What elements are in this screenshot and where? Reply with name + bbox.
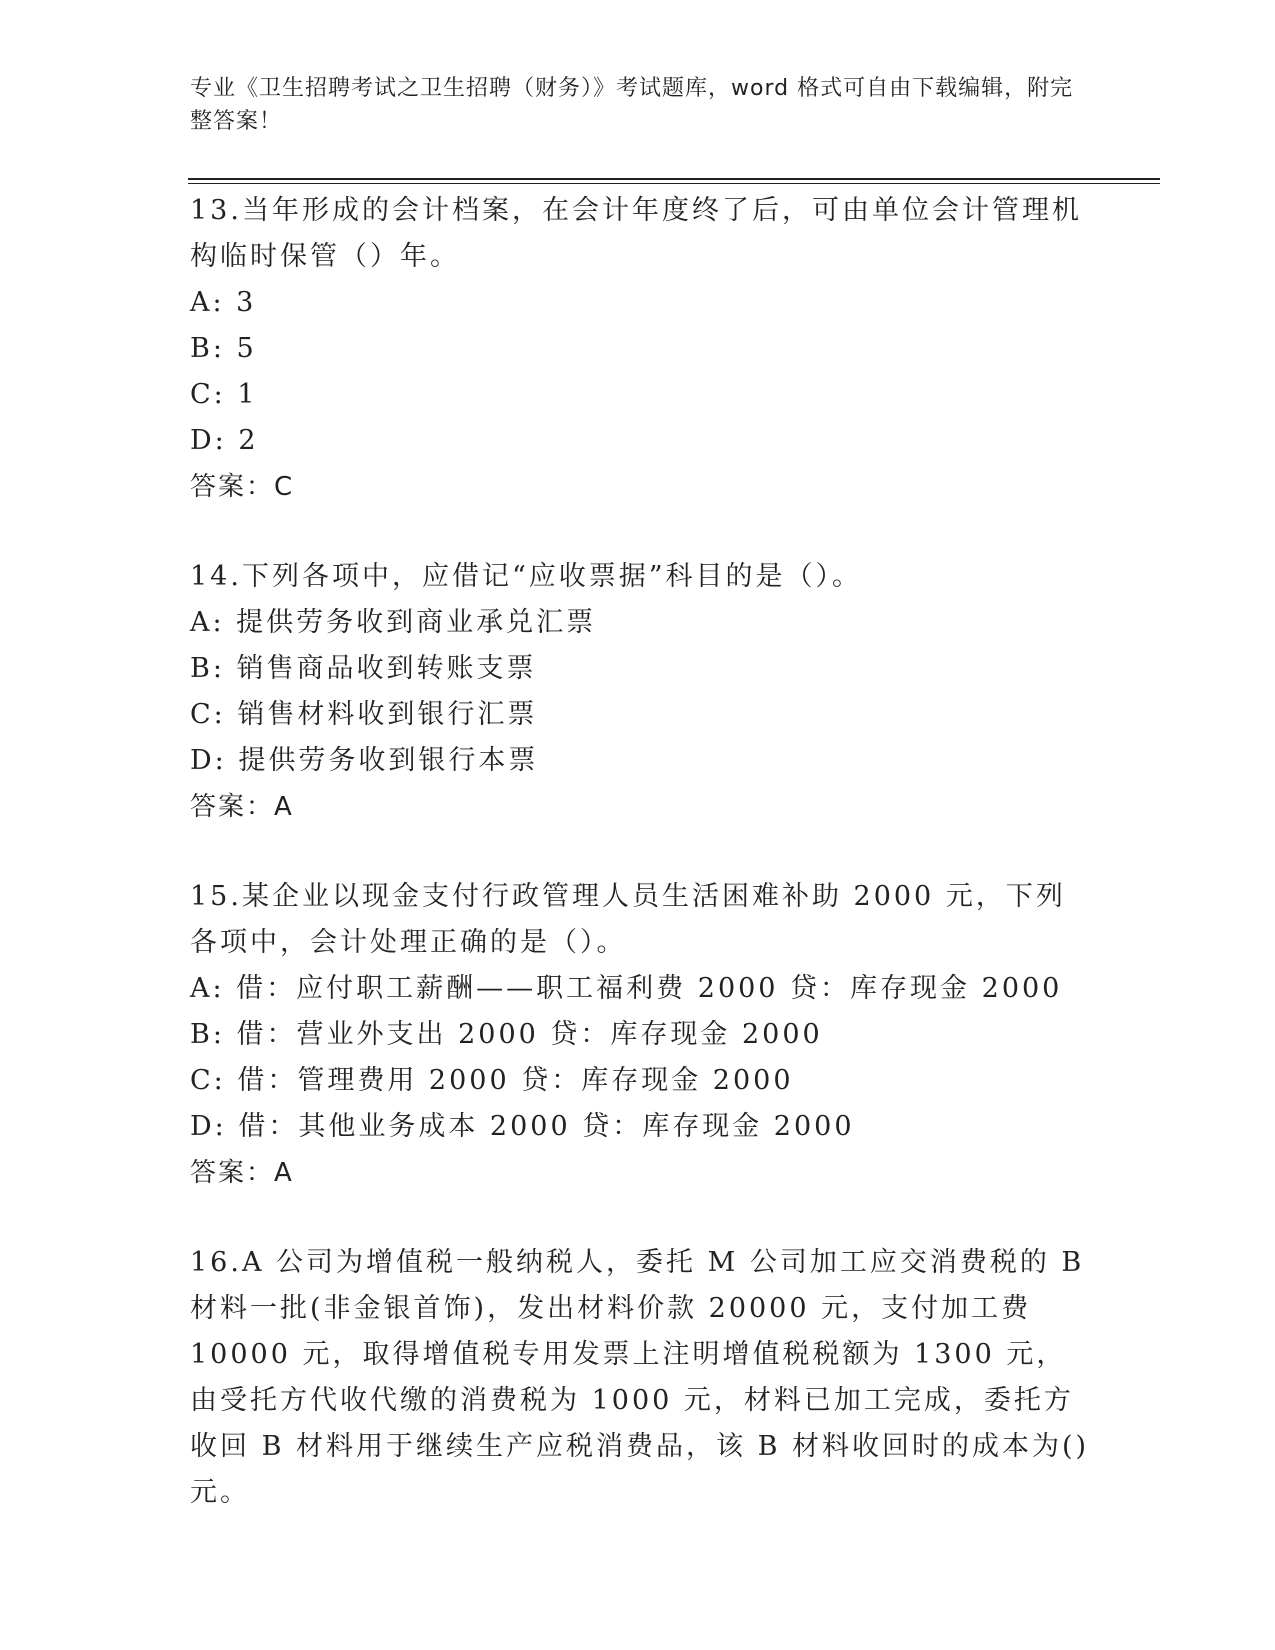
option-c: C: 销售材料收到银行汇票 <box>190 699 538 730</box>
option-c: C: 借：管理费用 2000 贷：库存现金 2000 <box>190 1065 794 1096</box>
option-a: A: 3 <box>190 287 257 318</box>
question-stem: 16.A 公司为增值税一般纳税人，委托 M 公司加工应交消费税的 B 材料一批(非金银首饰)，发出材料价款 20000 元，支付加工费 10000 元，取得增值税专用发票上注明增值税税额为 1300 元，由受托方代收代缴的消费税为 1000 元，材料已加工完成，委托方收回 B 材料用于继续生产应税消费品，该 B 材料收回时的成本为()元。 <box>190 1247 1090 1508</box>
answer: 答案：A <box>190 792 294 822</box>
question-stem: 13.当年形成的会计档案，在会计年度终了后，可由单位会计管理机构临时保管（）年。 <box>190 195 1082 272</box>
option-d: D: 借：其他业务成本 2000 贷：库存现金 2000 <box>190 1111 855 1142</box>
question-13 <box>190 188 1090 510</box>
header-divider-thin <box>188 183 1160 184</box>
question-15 <box>190 874 1090 1196</box>
option-a: A: 提供劳务收到商业承兑汇票 <box>190 607 597 638</box>
option-d: D: 提供劳务收到银行本票 <box>190 745 539 776</box>
option-b: B: 销售商品收到转账支票 <box>190 653 537 684</box>
option-b: B: 借：营业外支出 2000 贷：库存现金 2000 <box>190 1019 823 1050</box>
answer: 答案：C <box>190 472 295 502</box>
question-stem: 14.下列各项中，应借记“应收票据”科目的是（）。 <box>190 561 863 592</box>
question-14 <box>190 554 1090 830</box>
question-16 <box>190 1240 1090 1516</box>
option-d: D: 2 <box>190 425 259 456</box>
document-header: 专业《卫生招聘考试之卫生招聘（财务）》考试题库，word 格式可自由下载编辑，附完整答案！ <box>190 76 1074 134</box>
option-b: B: 5 <box>190 333 257 364</box>
option-a: A: 借：应付职工薪酬——职工福利费 2000 贷：库存现金 2000 <box>190 973 1063 1004</box>
header-divider-thick <box>188 178 1160 180</box>
answer: 答案：A <box>190 1158 294 1188</box>
question-stem: 15.某企业以现金支付行政管理人员生活困难补助 2000 元，下列各项中，会计处理正确的是（）。 <box>190 881 1066 958</box>
option-c: C: 1 <box>190 379 258 410</box>
